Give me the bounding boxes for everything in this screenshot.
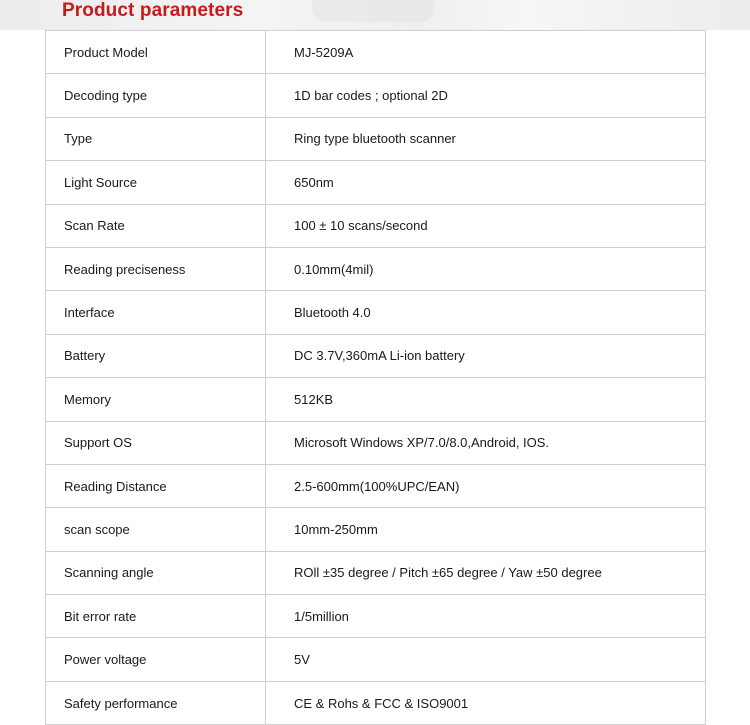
parameter-value: Bluetooth 4.0: [266, 291, 706, 334]
table-row: [46, 31, 706, 74]
parameter-label: Safety performance: [46, 681, 266, 724]
parameter-value: MJ-5209A: [266, 31, 706, 74]
parameter-label: Reading Distance: [46, 464, 266, 507]
parameter-label: Interface: [46, 291, 266, 334]
parameter-label: Bit error rate: [46, 595, 266, 638]
parameter-label: scan scope: [46, 508, 266, 551]
product-image-fragment: [312, 0, 434, 22]
parameter-label: Support OS: [46, 421, 266, 464]
table-row: [46, 247, 706, 290]
parameter-value: 512KB: [266, 378, 706, 421]
parameter-label: Memory: [46, 378, 266, 421]
table-row: [46, 681, 706, 724]
parameter-label: Product Model: [46, 31, 266, 74]
table-row: [46, 291, 706, 334]
table-row: [46, 74, 706, 117]
table-row: [46, 551, 706, 594]
table-row: [46, 204, 706, 247]
parameter-label: Type: [46, 117, 266, 160]
parameter-value: 1/5million: [266, 595, 706, 638]
parameter-value: 0.10mm(4mil): [266, 247, 706, 290]
table-row: [46, 508, 706, 551]
table-row: [46, 421, 706, 464]
parameter-value: 650nm: [266, 161, 706, 204]
parameters-table: [45, 30, 706, 725]
table-row: [46, 638, 706, 681]
page-title: Product parameters: [62, 0, 244, 21]
parameter-value: DC 3.7V,360mA Li-ion battery: [266, 334, 706, 377]
parameter-label: Decoding type: [46, 74, 266, 117]
table-row: [46, 117, 706, 160]
table-row: [46, 595, 706, 638]
parameter-label: Battery: [46, 334, 266, 377]
table-row: [46, 464, 706, 507]
parameter-value: 10mm-250mm: [266, 508, 706, 551]
parameter-value: Microsoft Windows XP/7.0/8.0,Android, IOS.: [266, 421, 706, 464]
parameter-value: 1D bar codes ; optional 2D: [266, 74, 706, 117]
parameter-label: Scan Rate: [46, 204, 266, 247]
table-row: [46, 334, 706, 377]
parameter-label: Light Source: [46, 161, 266, 204]
parameters-table-container: [45, 30, 705, 725]
parameter-value: Ring type bluetooth scanner: [266, 117, 706, 160]
table-row: [46, 161, 706, 204]
parameter-value: ROll ±35 degree / Pitch ±65 degree / Yaw ±50 degree: [266, 551, 706, 594]
parameter-value: 100 ± 10 scans/second: [266, 204, 706, 247]
parameter-value: 5V: [266, 638, 706, 681]
parameters-table-body: [46, 31, 706, 725]
parameter-value: 2.5-600mm(100%UPC/EAN): [266, 464, 706, 507]
parameter-label: Scanning angle: [46, 551, 266, 594]
table-row: [46, 378, 706, 421]
parameter-label: Power voltage: [46, 638, 266, 681]
parameter-value: CE & Rohs & FCC & ISO9001: [266, 681, 706, 724]
parameter-label: Reading preciseness: [46, 247, 266, 290]
